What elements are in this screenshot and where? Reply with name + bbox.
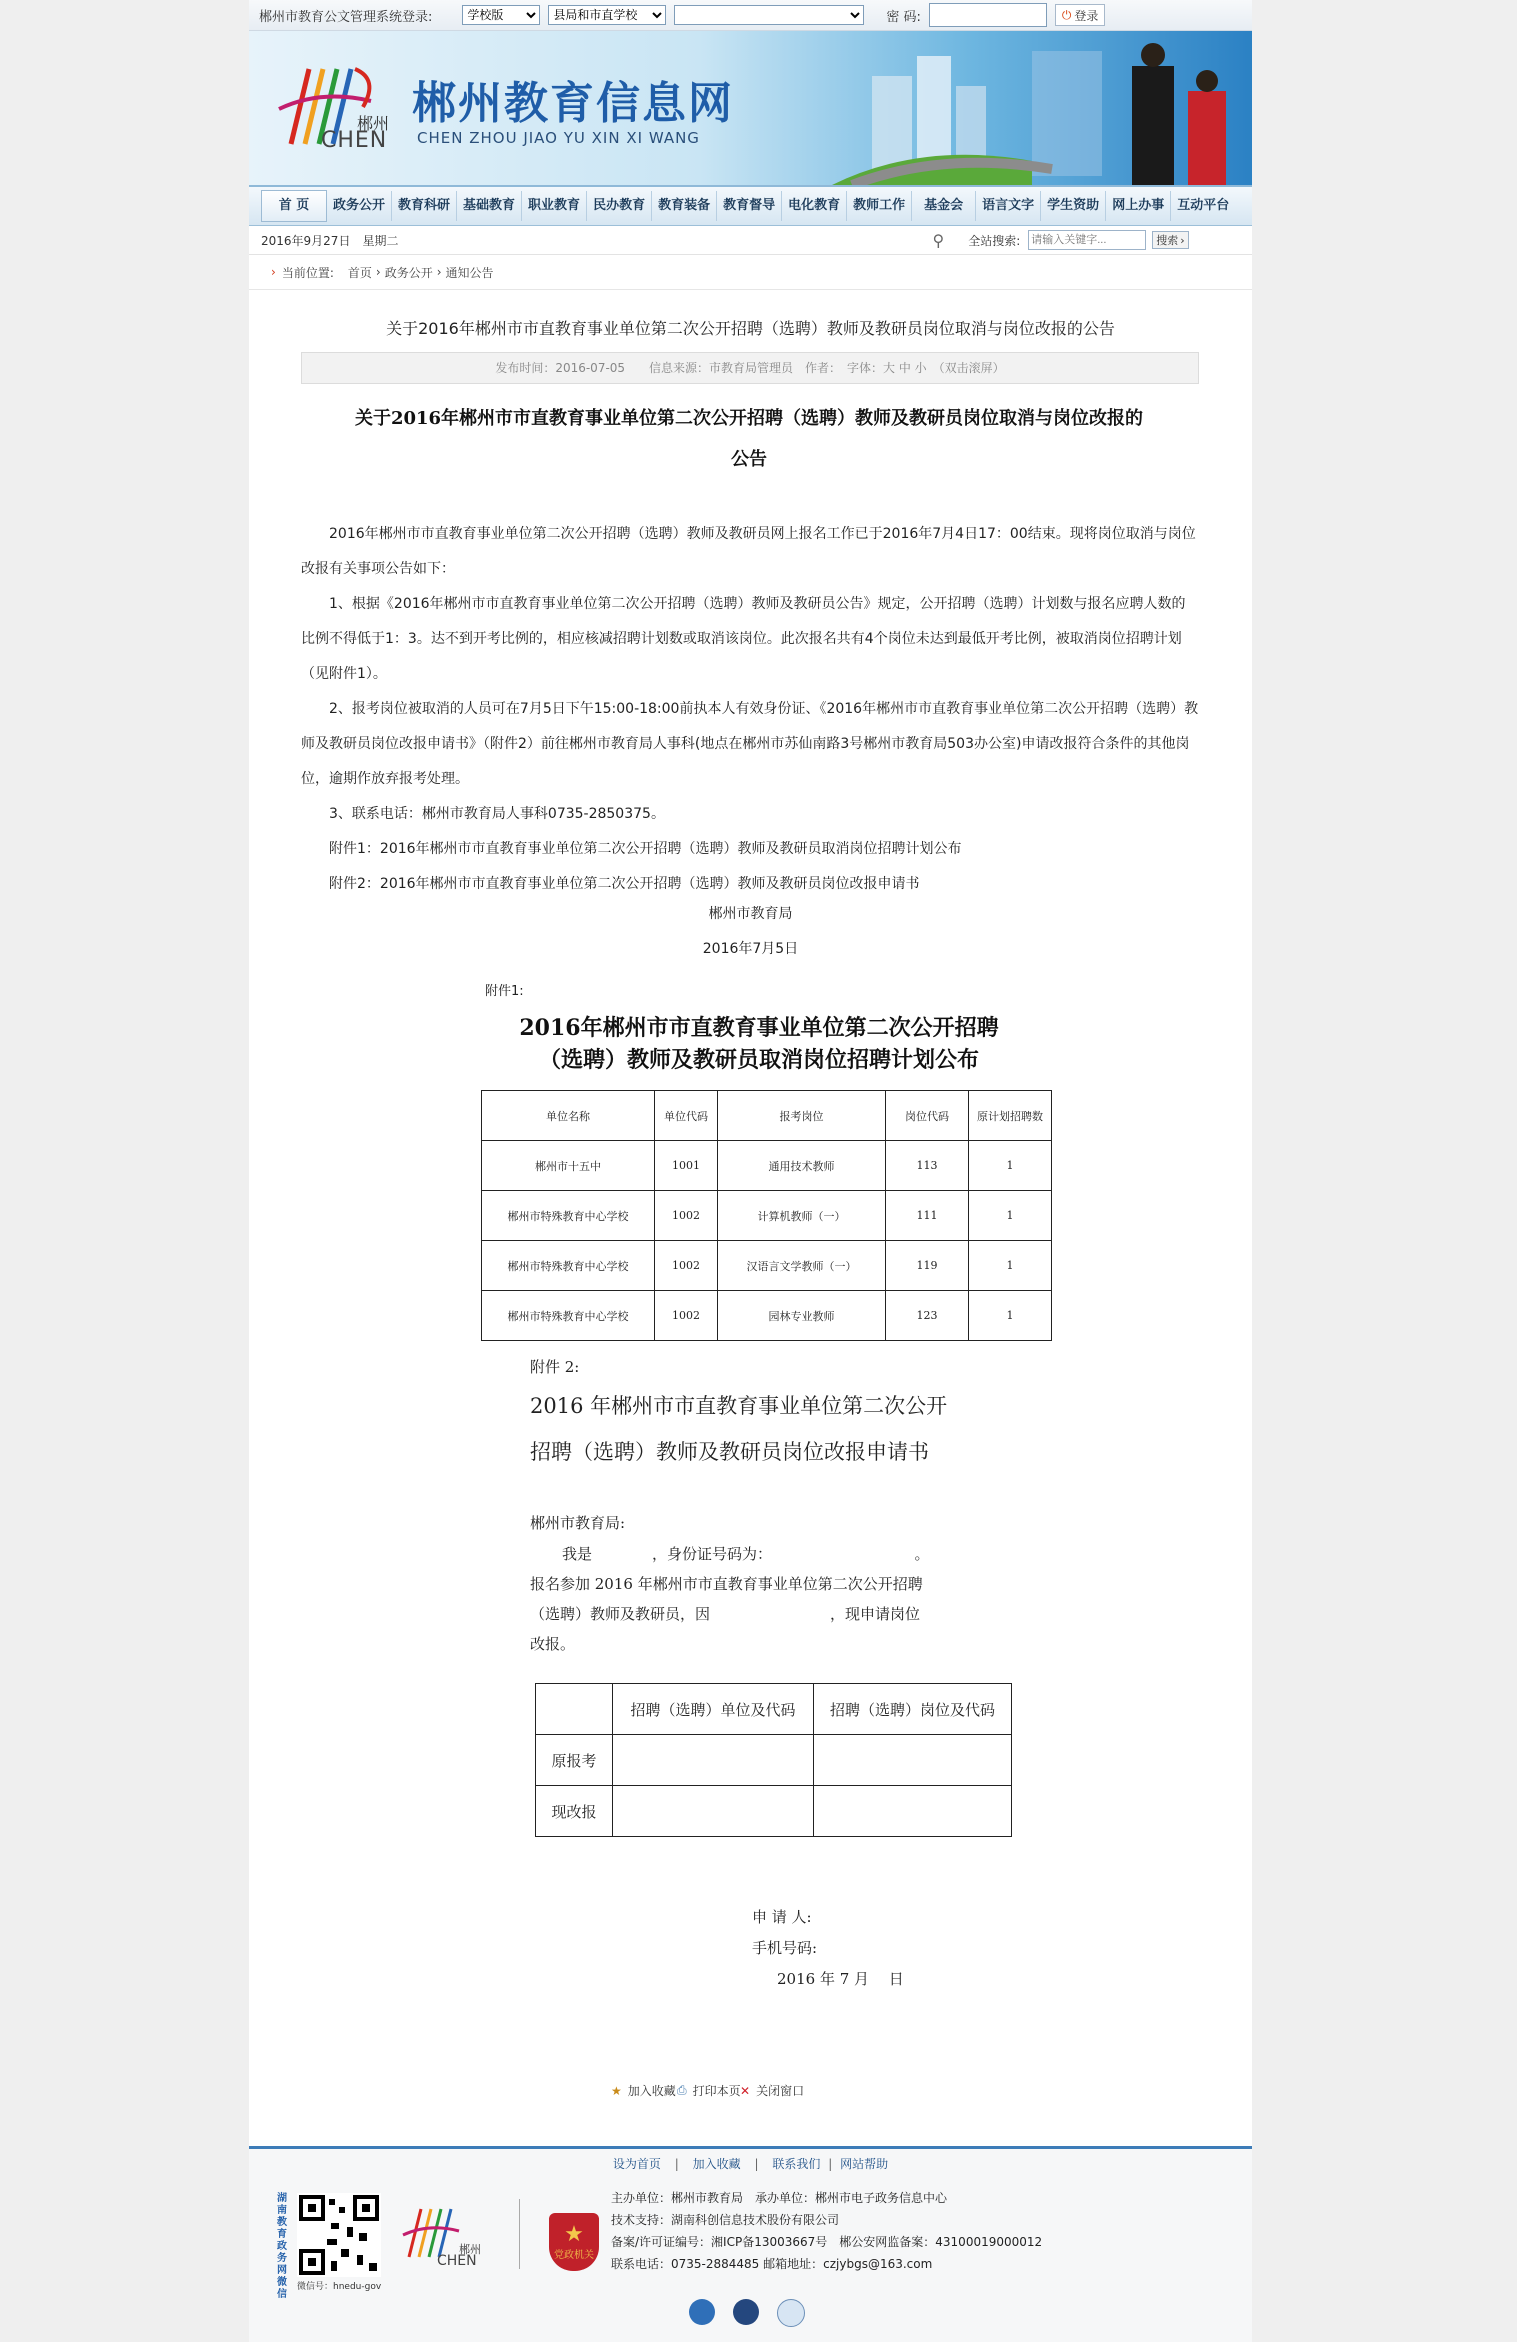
attachment1-title-line1: 2016年郴州市市直教育事业单位第二次公开招聘 xyxy=(519,1015,999,1041)
logo-cn-text: 郴州 xyxy=(357,114,390,133)
table-cell xyxy=(814,1786,1012,1837)
page xyxy=(249,0,1252,2339)
signer: 郴州市教育局 xyxy=(708,906,793,922)
table-cell: 1 xyxy=(969,1191,1052,1241)
nav-online-services[interactable]: 网上办事 xyxy=(1106,191,1171,221)
breadcrumb-separator-icon: › xyxy=(375,265,381,279)
table-cell: 汉语言文学教师（一） xyxy=(718,1241,886,1291)
table-header: 原计划招聘数 xyxy=(969,1091,1052,1141)
footer-line: 技术支持：湖南科创信息技术股份有限公司 xyxy=(611,2213,840,2227)
current-weekday: 星期二 xyxy=(362,233,399,248)
login-label: 郴州市教育公文管理系统登录: xyxy=(259,9,433,25)
attachment1-label: 附件1: xyxy=(485,984,524,999)
form-recipient: 郴州市教育局: xyxy=(530,1514,626,1532)
breadcrumb-home[interactable]: 首页 xyxy=(347,265,372,280)
search-label: 全站搜索: xyxy=(968,233,1021,248)
breadcrumb-prefix: 当前位置: xyxy=(281,265,334,280)
position-change-table xyxy=(535,1683,1012,1837)
footer-line: 联系电话：0735-2884485 邮箱地址：czjybgs@163.com xyxy=(611,2257,933,2271)
footer-link-contact[interactable]: 联系我们 xyxy=(772,2157,821,2171)
form-body-line: 我是 ，身份证号码为： 。 xyxy=(562,1545,930,1563)
attachment2-label: 附件 2: xyxy=(530,1358,580,1376)
login-button[interactable] xyxy=(1055,4,1106,26)
footer-link-favorite[interactable]: 加入收藏 xyxy=(692,2157,741,2171)
site-title: 郴州教育信息网 xyxy=(412,78,734,129)
article-paragraph: 2、报考岗位被取消的人员可在7月5日下午15:00-18:00前执本人有效身份证、《2016年郴州市市直教育事业单位第二次公开招聘（选聘）教师及教研员岗位改报申请书》（附件2）前往郴州市教育局人事科(地点在郴州市苏仙南路3号郴州市教育局503办公室)申请改报符合条件的其他岗位，逾期作放弃报考处理。 xyxy=(301,701,1199,787)
nav-foundation[interactable]: 基金会 xyxy=(912,191,976,221)
nav-research[interactable]: 教育科研 xyxy=(392,191,457,221)
table-cell xyxy=(613,1786,814,1837)
add-favorite-label: 加入收藏 xyxy=(627,2084,676,2098)
footer-links xyxy=(249,2149,1252,2179)
table-header: 单位名称 xyxy=(482,1091,655,1141)
nav-student-aid[interactable]: 学生资助 xyxy=(1041,191,1106,221)
table-cell: 113 xyxy=(886,1141,969,1191)
table-cell: 郴州市特殊教育中心学校 xyxy=(482,1191,655,1241)
arrow-right-icon: › xyxy=(1180,233,1185,247)
breadcrumb-separator-icon: › xyxy=(436,265,442,279)
table-row xyxy=(536,1735,1012,1786)
password-label: 密 码: xyxy=(886,9,921,25)
unit-type-select[interactable] xyxy=(548,5,666,25)
power-icon: ⏻ xyxy=(1061,7,1072,22)
search-button[interactable] xyxy=(1152,231,1188,249)
table-row xyxy=(482,1291,1052,1341)
table-cell xyxy=(613,1735,814,1786)
add-favorite-button[interactable] xyxy=(611,2082,676,2099)
nav-gov-affairs[interactable]: 政务公开 xyxy=(327,191,392,221)
attachment1-title xyxy=(449,1012,1069,1076)
banner-scene-image xyxy=(832,31,1252,185)
cancelled-positions-table xyxy=(481,1090,1052,1341)
attachment1-link[interactable]: 附件1：2016年郴州市市直教育事业单位第二次公开招聘（选聘）教师及教研员取消岗位招聘计划公布 xyxy=(329,841,962,857)
table-cell: 郴州市十五中 xyxy=(482,1141,655,1191)
table-cell xyxy=(814,1735,1012,1786)
badge-emblem-icon: ★ xyxy=(564,2221,584,2247)
table-cell: 1 xyxy=(969,1141,1052,1191)
print-button[interactable] xyxy=(677,2082,741,2099)
table-cell: 1002 xyxy=(655,1191,718,1241)
table-row xyxy=(482,1191,1052,1241)
table-cell: 119 xyxy=(886,1241,969,1291)
close-window-label: 关闭窗口 xyxy=(756,2084,805,2098)
table-cell: 通用技术教师 xyxy=(718,1141,886,1191)
applicant-label: 申 请 人: xyxy=(752,1908,812,1926)
attachment2-title-line2: 招聘（选聘）教师及教研员岗位改报申请书 xyxy=(530,1440,929,1464)
nav-home[interactable]: 首 页 xyxy=(261,190,327,222)
table-header: 单位代码 xyxy=(655,1091,718,1141)
main-nav xyxy=(249,185,1252,226)
government-badge-icon xyxy=(549,2213,599,2271)
article-paragraph: 1、根据《2016年郴州市市直教育事业单位第二次公开招聘（选聘）教师及教研员公告》规定，公开招聘（选聘）计划数与报名应聘人数的比例不得低于1：3。达不到开考比例的，相应核减招聘计划数或取消该岗位。此次报名共有4个岗位未达到最低开考比例，被取消岗位招聘计划（见附件1）。 xyxy=(301,596,1186,682)
table-header: 招聘（选聘）岗位及代码 xyxy=(814,1684,1012,1735)
sign-date: 2016年7月5日 xyxy=(702,941,799,957)
table-row-label: 原报考 xyxy=(536,1735,613,1786)
table-row xyxy=(482,1241,1052,1291)
table-header-row xyxy=(536,1684,1012,1735)
security-badges xyxy=(689,2299,805,2327)
table-cell: 1001 xyxy=(655,1141,718,1191)
nav-interaction[interactable]: 互动平台 xyxy=(1177,198,1230,213)
table-cell: 123 xyxy=(886,1291,969,1341)
form-date: 2016 年 7 月 日 xyxy=(777,1970,904,1988)
nav-supervision[interactable]: 教育督导 xyxy=(717,191,782,221)
table-cell: 1 xyxy=(969,1291,1052,1341)
form-body-line: 改报。 xyxy=(530,1635,576,1653)
article-paragraph: 2016年郴州市市直教育事业单位第二次公开招聘（选聘）教师及教研员网上报名工作已于2016年7月4日17：00结束。现将岗位取消与岗位改报有关事项公告如下： xyxy=(301,526,1196,577)
footer-logo-en: CHEN xyxy=(437,2253,477,2269)
close-icon: ✕ xyxy=(740,2083,751,2098)
table-header-row xyxy=(482,1091,1052,1141)
site-banner xyxy=(249,31,1252,185)
print-label: 打印本页 xyxy=(692,2084,741,2098)
nav-private-edu[interactable]: 民办教育 xyxy=(587,191,652,221)
footer-line: 主办单位：郴州市教育局 承办单位：郴州市电子政务信息中心 xyxy=(611,2191,948,2205)
search-input[interactable] xyxy=(1028,230,1146,250)
article-heading-line2: 公告 xyxy=(731,449,767,470)
version-select[interactable] xyxy=(462,5,540,25)
article-paragraph: 3、联系电话：郴州市教育局人事科0735-2850375。 xyxy=(329,806,665,822)
breadcrumb xyxy=(249,255,1252,290)
date-search-bar xyxy=(249,226,1252,255)
nav-vocational-edu[interactable]: 职业教育 xyxy=(522,191,587,221)
table-header: 岗位代码 xyxy=(886,1091,969,1141)
table-cell: 郴州市特殊教育中心学校 xyxy=(482,1241,655,1291)
footer-line: 备案/许可证编号：湘ICP备13003667号 郴公安网监备案：43100019000012 xyxy=(611,2235,1043,2249)
login-button-label: 登录 xyxy=(1074,8,1099,23)
article-meta: 发布时间：2016-07-05 信息来源：市教育局管理员 作者： 字体：大 中 小 （双击滚屏） xyxy=(301,352,1199,384)
police-badge-icon xyxy=(689,2299,715,2325)
table-cell: 1002 xyxy=(655,1291,718,1341)
favorite-icon: ★ xyxy=(611,2083,622,2098)
table-cell: 111 xyxy=(886,1191,969,1241)
phone-label: 手机号码: xyxy=(752,1939,818,1957)
footer-divider: | xyxy=(674,2157,679,2171)
footer-link-set-home[interactable]: 设为首页 xyxy=(612,2157,661,2171)
qr-side-label: 湖南教育政务网微信 xyxy=(277,2193,287,2300)
table-header: 报考岗位 xyxy=(718,1091,886,1141)
logo-en-text: CHEN xyxy=(321,128,388,153)
login-bar xyxy=(249,0,1252,31)
footer-info xyxy=(611,2187,1042,2275)
unit-select[interactable] xyxy=(674,5,864,25)
close-window-button[interactable] xyxy=(740,2082,804,2099)
magnifier-icon: ⚲ xyxy=(932,230,945,250)
attachment1-title-line2: （选聘）教师及教研员取消岗位招聘计划公布 xyxy=(538,1047,979,1073)
site-subtitle: CHEN ZHOU JIAO YU XIN XI WANG xyxy=(417,129,700,147)
table-cell xyxy=(536,1684,613,1735)
table-cell: 园林专业教师 xyxy=(718,1291,886,1341)
table-cell: 计算机教师（一） xyxy=(718,1191,886,1241)
nav-teachers[interactable]: 教师工作 xyxy=(847,191,912,221)
breadcrumb-gov-affairs[interactable]: 政务公开 xyxy=(384,265,433,280)
breadcrumb-notices[interactable]: 通知公告 xyxy=(445,265,494,280)
qr-caption: 微信号：hnedu-gov xyxy=(297,2282,382,2292)
nav-basic-edu[interactable]: 基础教育 xyxy=(457,191,522,221)
article-title: 关于2016年郴州市市直教育事业单位第二次公开招聘（选聘）教师及教研员岗位取消与岗位改报的公告 xyxy=(386,319,1115,338)
footer-divider-line xyxy=(519,2199,520,2269)
table-row xyxy=(536,1786,1012,1837)
table-cell: 郴州市特殊教育中心学校 xyxy=(482,1291,655,1341)
password-field[interactable] xyxy=(929,3,1047,27)
footer xyxy=(249,2146,1252,2342)
table-cell: 1 xyxy=(969,1241,1052,1291)
footer-divider: | xyxy=(754,2157,759,2171)
form-body-line: 报名参加 2016 年郴州市市直教育事业单位第二次公开招聘 xyxy=(530,1575,923,1593)
bullet-icon: › xyxy=(271,265,276,279)
attachment2-link[interactable]: 附件2：2016年郴州市市直教育事业单位第二次公开招聘（选聘）教师及教研员岗位改报申请书 xyxy=(329,876,920,892)
badge-label: 党政机关 xyxy=(554,2249,594,2261)
footer-logo-cn: 郴州 xyxy=(459,2243,481,2256)
nav-equipment[interactable]: 教育装备 xyxy=(652,191,717,221)
table-row-label: 现改报 xyxy=(536,1786,613,1837)
table-row xyxy=(482,1141,1052,1191)
footer-link-help[interactable]: 网站帮助 xyxy=(840,2157,889,2171)
print-icon: ⎙ xyxy=(677,2083,687,2097)
footer-divider: | xyxy=(828,2157,833,2171)
cyber-police-icon xyxy=(733,2299,759,2325)
nav-language[interactable]: 语言文字 xyxy=(976,191,1041,221)
net-security-icon xyxy=(777,2299,805,2327)
nav-e-edu[interactable]: 电化教育 xyxy=(782,191,847,221)
form-body-line: （选聘）教师及教研员，因 ，现申请岗位 xyxy=(530,1605,921,1623)
current-date: 2016年9月27日 xyxy=(261,233,351,248)
table-header: 招聘（选聘）单位及代码 xyxy=(613,1684,814,1735)
article-heading-line1: 关于2016年郴州市市直教育事业单位第二次公开招聘（选聘）教师及教研员岗位取消与岗位改报的 xyxy=(354,408,1144,429)
qr-code-icon xyxy=(297,2193,381,2277)
attachment2-title-line1: 2016 年郴州市市直教育事业单位第二次公开 xyxy=(530,1394,948,1418)
table-cell: 1002 xyxy=(655,1241,718,1291)
search-button-label: 搜索 xyxy=(1156,234,1179,247)
